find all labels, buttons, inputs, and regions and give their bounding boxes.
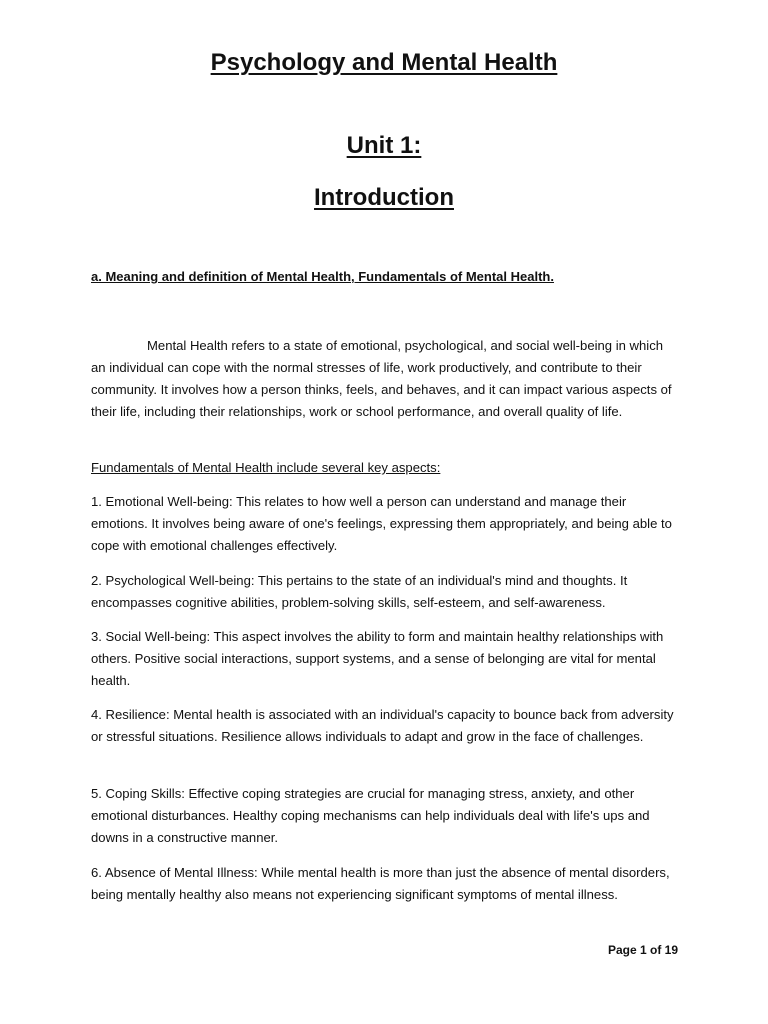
- intro-paragraph: Mental Health refers to a state of emotional, psychological, and social well-being in which an individual can cope with the normal stresses of life, work productively, and contribute to their community. It involves how a person thinks, feels, and behaves, and it can impact various aspects of their life, including their relationships, work or school performance, and overall quality of life.: [91, 338, 672, 419]
- document-title: Psychology and Mental Health: [210, 49, 558, 76]
- fundamental-item-emotional: 1. Emotional Well-being: This relates to how well a person can understand and manage their emotions. It involves being aware of one's feelings, expressing them appropriately, and being able to cope with emotional challenges effectively.: [91, 494, 672, 553]
- fundamental-item-coping: 5. Coping Skills: Effective coping strategies are crucial for managing stress, anxiety, and other emotional disturbances. Healthy coping mechanisms can help individuals deal with life's ups and downs in a constructive manner.: [91, 786, 650, 845]
- chapter-title: Introduction: [314, 184, 454, 211]
- fundamental-item-resilience: 4. Resilience: Mental health is associated with an individual's capacity to bounce back from adversity or stressful situations. Resilience allows individuals to adapt and grow in the face of challenges.: [91, 707, 674, 744]
- fundamental-item-social: 3. Social Well-being: This aspect involves the ability to form and maintain healthy relationships with others. Positive social interactions, support systems, and a sense of belonging are vital for mental health.: [91, 629, 664, 688]
- section-heading: a. Meaning and definition of Mental Health, Fundamentals of Mental Health.: [91, 269, 554, 284]
- fundamental-item-absence-of-illness: 6. Absence of Mental Illness: While mental health is more than just the absence of mental disorders, being mentally healthy also means not experiencing significant symptoms of mental illness.: [91, 865, 670, 902]
- fundamentals-heading: Fundamentals of Mental Health include several key aspects:: [91, 460, 441, 475]
- unit-title: Unit 1:: [346, 132, 422, 159]
- fundamental-item-psychological: 2. Psychological Well-being: This pertains to the state of an individual's mind and thoughts. It encompasses cognitive abilities, problem-solving skills, self-esteem, and self-awareness.: [91, 573, 628, 610]
- page-number: Page 1 of 19: [607, 943, 678, 957]
